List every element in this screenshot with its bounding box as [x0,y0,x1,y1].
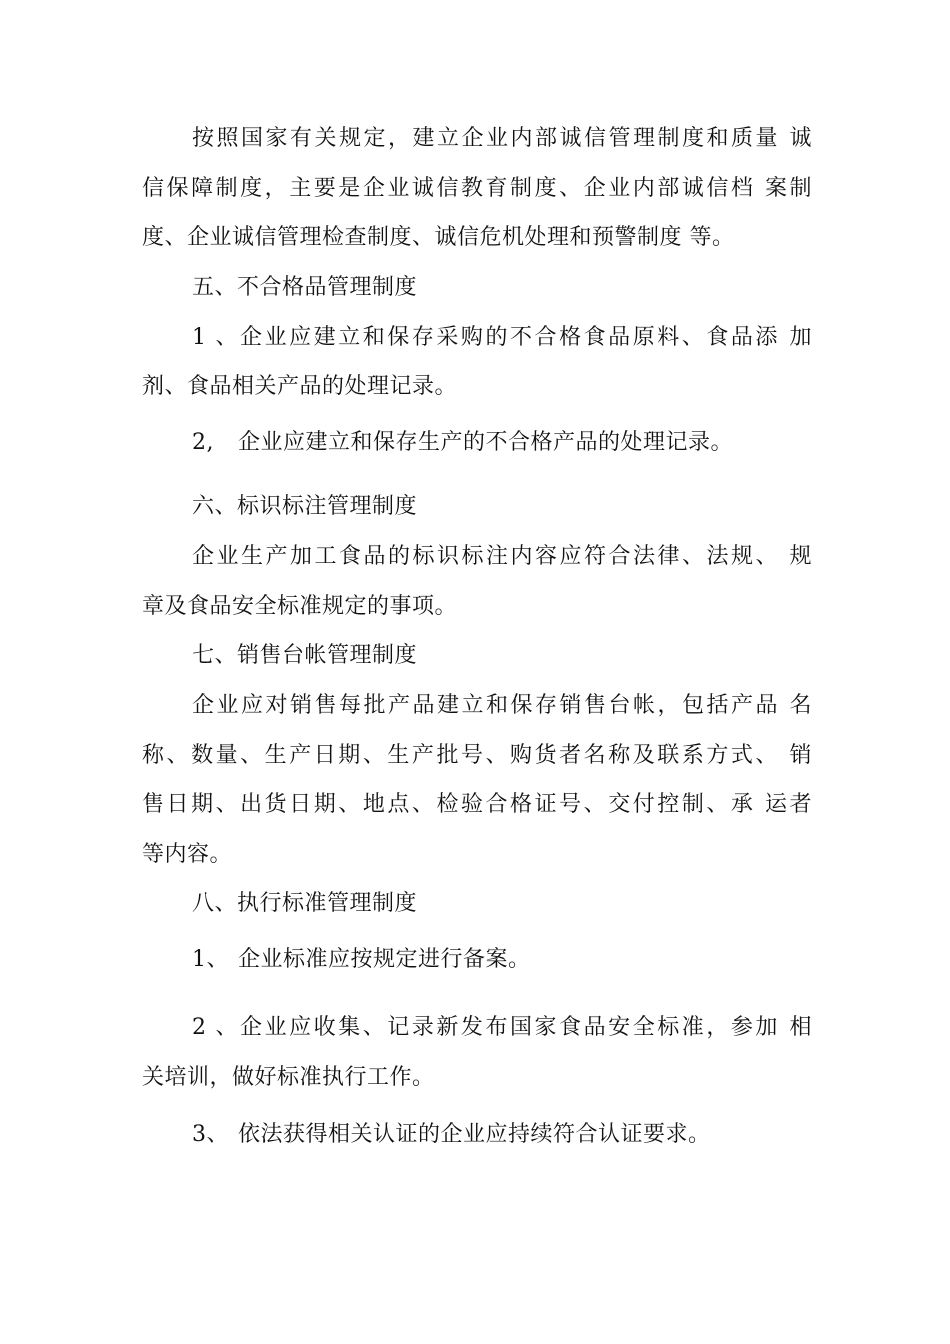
section-heading-6: 六、标识标注管理制度 [192,494,418,519]
item-number: 2、 [192,1015,238,1040]
section-8-item-2-line-1 [192,1013,812,1043]
paragraph-1-line-2: 信保障制度，主要是企业诚信教育制度、企业内部诚信档 案制 [142,176,812,201]
paragraph-1-line-1: 按照国家有关规定，建立企业内部诚信管理制度和质量 诚 [192,126,812,151]
item-text: 企业标准应按规定进行备案。 [238,947,531,972]
section-heading-8: 八、执行标准管理制度 [192,891,418,916]
section-7-paragraph-line-3: 售日期、出货日期、地点、检验合格证号、交付控制、承 运者 [142,792,812,817]
section-5-item-2 [192,428,812,458]
item-text: 企业应收集、记录新发布国家食品安全标准，参加 相 [238,1015,812,1040]
item-text: 依法获得相关认证的企业应持续符合认证要求。 [238,1122,711,1147]
section-7-paragraph-line-2: 称、数量、生产日期、生产批号、购货者名称及联系方式、 销 [142,743,812,768]
paragraph-1-line-3: 度、企业诚信管理检查制度、诚信危机处理和预警制度 等。 [142,225,735,250]
section-8-item-3 [192,1120,812,1150]
section-6-paragraph-line-2: 章及食品安全标准规定的事项。 [142,594,458,619]
section-7-paragraph-line-1: 企业应对销售每批产品建立和保存销售台帐，包括产品 名 [192,693,812,718]
section-5-item-1-line-1 [192,323,812,353]
section-8-item-2-line-2: 关培训，做好标准执行工作。 [142,1065,435,1090]
item-number: 2, [192,430,214,455]
section-6-paragraph-line-1: 企业生产加工食品的标识标注内容应符合法律、法规、 规 [192,544,812,569]
item-number: 3、 [192,1122,229,1147]
section-5-item-1-line-2: 剂、食品相关产品的处理记录。 [142,374,458,399]
item-number: 1、 [192,947,229,972]
item-number: 1、 [192,325,238,350]
section-8-item-1 [192,945,812,975]
section-heading-7: 七、销售台帐管理制度 [192,643,418,668]
item-text: 企业应建立和保存生产的不合格产品的处理记录。 [238,430,734,455]
section-heading-5: 五、不合格品管理制度 [192,275,418,300]
item-text: 企业应建立和保存采购的不合格食品原料、食品添 加 [238,325,812,350]
section-7-paragraph-line-4: 等内容。 [142,842,233,867]
